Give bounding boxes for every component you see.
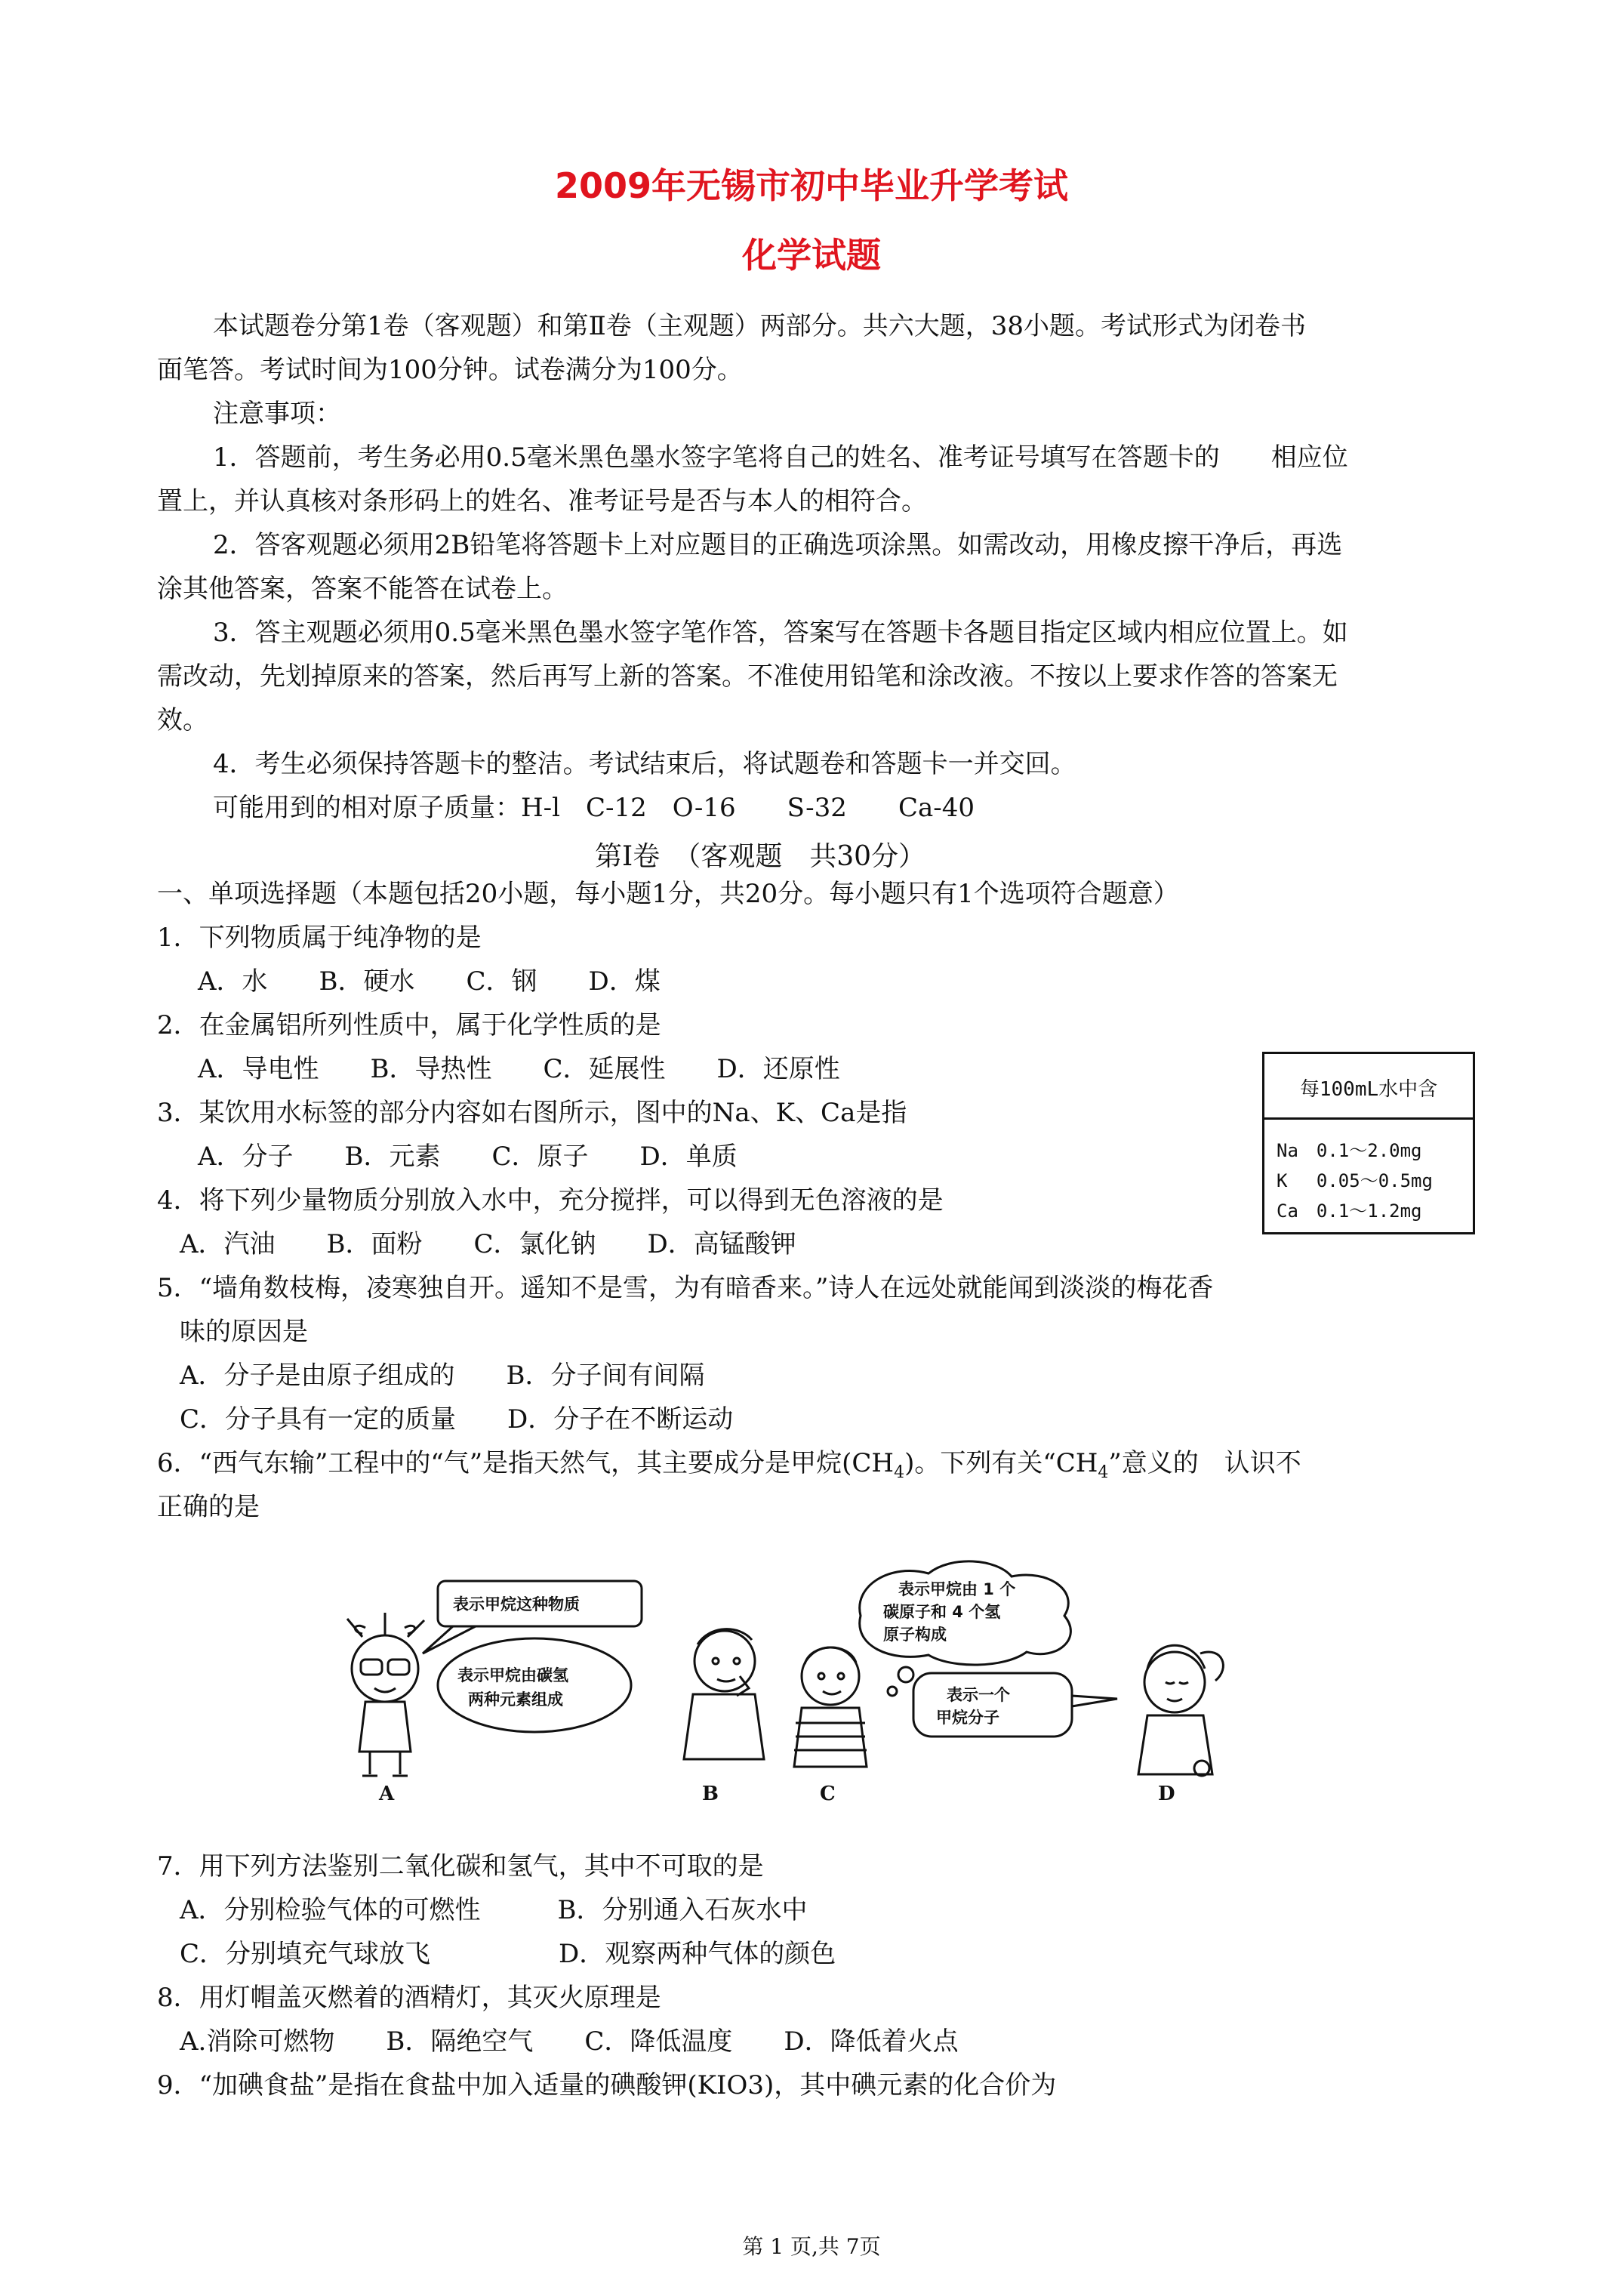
bubble-d-tail — [1072, 1696, 1117, 1706]
bubble-d-text-1: 表示一个 — [947, 1686, 1010, 1704]
water-label-header: 每100mL水中含 — [1299, 1078, 1438, 1101]
question-6-line-2: 正确的是 — [157, 1492, 260, 1522]
question-5-options-2: C．分子具有一定的质量 D．分子在不断运动 — [180, 1404, 734, 1435]
question-6-line-1 — [157, 1448, 1301, 1488]
note-2-line-1: 2．答客观题必须用2B铅笔将答题卡上对应题目的正确选项涂黑。如需改动，用橡皮擦干净后，再选 — [213, 530, 1343, 560]
note-2-line-2: 涂其他答案，答案不能答在试卷上。 — [157, 574, 568, 604]
bubble-a-tail — [423, 1626, 476, 1653]
note-1-line-1: 1．答题前，考生务必用0.5毫米黑色墨水签字笔将自己的姓名、准考证号填写在答题卡的 相应位 — [213, 442, 1348, 473]
question-1: 1．下列物质属于纯净物的是 — [157, 923, 482, 953]
bubble-d — [913, 1673, 1072, 1737]
methane-cartoon-illustration — [332, 1555, 1298, 1804]
question-8-options: A.消除可燃物 B．隔绝空气 C．降低温度 D．降低着火点 — [180, 2026, 959, 2057]
bubble-c-dot-2 — [888, 1687, 897, 1696]
question-5-options-1: A．分子是由原子组成的 B．分子间有间隔 — [180, 1361, 705, 1391]
q6-text-a: 6．“西气东输”工程中的“气”是指天然气，其主要成分是甲烷(CH — [157, 1448, 895, 1478]
water-label-row-k: K 0.05～0.5mg — [1277, 1170, 1433, 1191]
label-c: C — [820, 1783, 836, 1804]
bubble-a-text: 表示甲烷这种物质 — [453, 1595, 580, 1613]
exam-subtitle: 化学试题 — [742, 235, 881, 276]
question-7-options-2: C．分别填充气球放飞 D．观察两种气体的颜色 — [180, 1939, 836, 1969]
bubble-c-text-2: 碳原子和 4 个氢 — [883, 1603, 1001, 1621]
question-7-options-1: A．分别检验气体的可燃性 B．分别通入石灰水中 — [180, 1895, 808, 1925]
water-label-divider — [1264, 1117, 1473, 1120]
character-b — [684, 1629, 764, 1759]
page-footer: 第 1 页,共 7页 — [742, 2234, 881, 2259]
part-1-title: 一、单项选择题（本题包括20小题，每小题1分，共20分。每小题只有1个选项符合题意） — [157, 879, 1179, 909]
question-9: 9．“加碘食盐”是指在食盐中加入适量的碘酸钾(KIO3)，其中碘元素的化合价为 — [157, 2070, 1057, 2100]
question-3-options: A．分子 B．元素 C．原子 D．单质 — [198, 1142, 738, 1172]
note-1-line-2: 置上，并认真核对条形码上的姓名、准考证号是否与本人的相符合。 — [157, 486, 927, 516]
question-2-options: A．导电性 B．导热性 C．延展性 D．还原性 — [198, 1054, 840, 1084]
q6-text-b: )。下列有关“CH — [904, 1448, 1098, 1478]
bubble-b — [438, 1638, 631, 1732]
bubble-c-dot-1 — [898, 1667, 913, 1682]
character-d — [1138, 1645, 1223, 1776]
intro-line-1: 本试题卷分第1卷（客观题）和第Ⅱ卷（主观题）两部分。共六大题，38小题。考试形式为闭卷书 — [213, 311, 1307, 341]
atomic-mass-list: 可能用到的相对原子质量：H-l C-12 O-16 S-32 Ca-40 — [213, 793, 975, 823]
bubble-c-text-1: 表示甲烷由 1 个 — [898, 1580, 1016, 1598]
q6-text-c: ”意义的 认识不 — [1108, 1448, 1301, 1478]
note-3-line-2: 需改动，先划掉原来的答案，然后再写上新的答案。不准使用铅笔和涂改液。不按以上要求作答的答案无 — [157, 661, 1338, 692]
q6-subscript-1: 4 — [894, 1462, 905, 1482]
question-3: 3．某饮用水标签的部分内容如右图所示，图中的Na、K、Ca是指 — [157, 1098, 907, 1128]
bubble-d-text-2: 甲烷分子 — [936, 1709, 999, 1727]
intro-line-2: 面笔答。考试时间为100分钟。试卷满分为100分。 — [157, 355, 743, 385]
water-label-box — [1262, 1052, 1475, 1234]
bubble-b-text-2: 两种元素组成 — [468, 1690, 563, 1709]
note-4: 4．考生必须保持答题卡的整洁。考试结束后，将试题卷和答题卡一并交回。 — [213, 749, 1076, 779]
notes-title: 注意事项： — [213, 399, 341, 429]
question-5-line-2: 味的原因是 — [180, 1317, 308, 1347]
character-c — [794, 1647, 867, 1767]
question-7: 7．用下列方法鉴别二氧化碳和氢气，其中不可取的是 — [157, 1851, 764, 1881]
bubble-b-text-1: 表示甲烷由碳氢 — [457, 1666, 568, 1684]
question-1-options: A．水 B．硬水 C．钢 D．煤 — [198, 966, 661, 997]
section-1-title: 第Ⅰ卷 （客观题 共30分） — [595, 841, 926, 872]
note-3-line-1: 3．答主观题必须用0.5毫米黑色墨水签字笔作答，答案写在答题卡各题目指定区域内相应位置上。如 — [213, 618, 1348, 648]
character-a — [347, 1613, 424, 1776]
label-b: B — [702, 1783, 719, 1804]
q6-subscript-2: 4 — [1098, 1462, 1109, 1482]
label-d: D — [1158, 1783, 1175, 1804]
note-3-line-3: 效。 — [157, 705, 208, 735]
bubble-c-text-3: 原子构成 — [883, 1626, 947, 1644]
exam-title: 2009年无锡市初中毕业升学考试 — [554, 165, 1069, 206]
water-label-row-ca: Ca 0.1～1.2mg — [1277, 1200, 1422, 1222]
question-4: 4．将下列少量物质分别放入水中，充分搅拌，可以得到无色溶液的是 — [157, 1185, 944, 1216]
label-a: A — [379, 1783, 395, 1804]
water-label-row-na: Na 0.1～2.0mg — [1277, 1140, 1422, 1161]
question-2: 2．在金属铝所列性质中，属于化学性质的是 — [157, 1010, 661, 1040]
question-5-line-1: 5．“墙角数枝梅，凌寒独自开。遥知不是雪，为有暗香来。”诗人在远处就能闻到淡淡的梅花香 — [157, 1273, 1214, 1303]
question-8: 8．用灯帽盖灭燃着的酒精灯，其灭火原理是 — [157, 1983, 661, 2013]
question-4-options: A．汽油 B．面粉 C．氯化钠 D．高锰酸钾 — [180, 1229, 796, 1259]
